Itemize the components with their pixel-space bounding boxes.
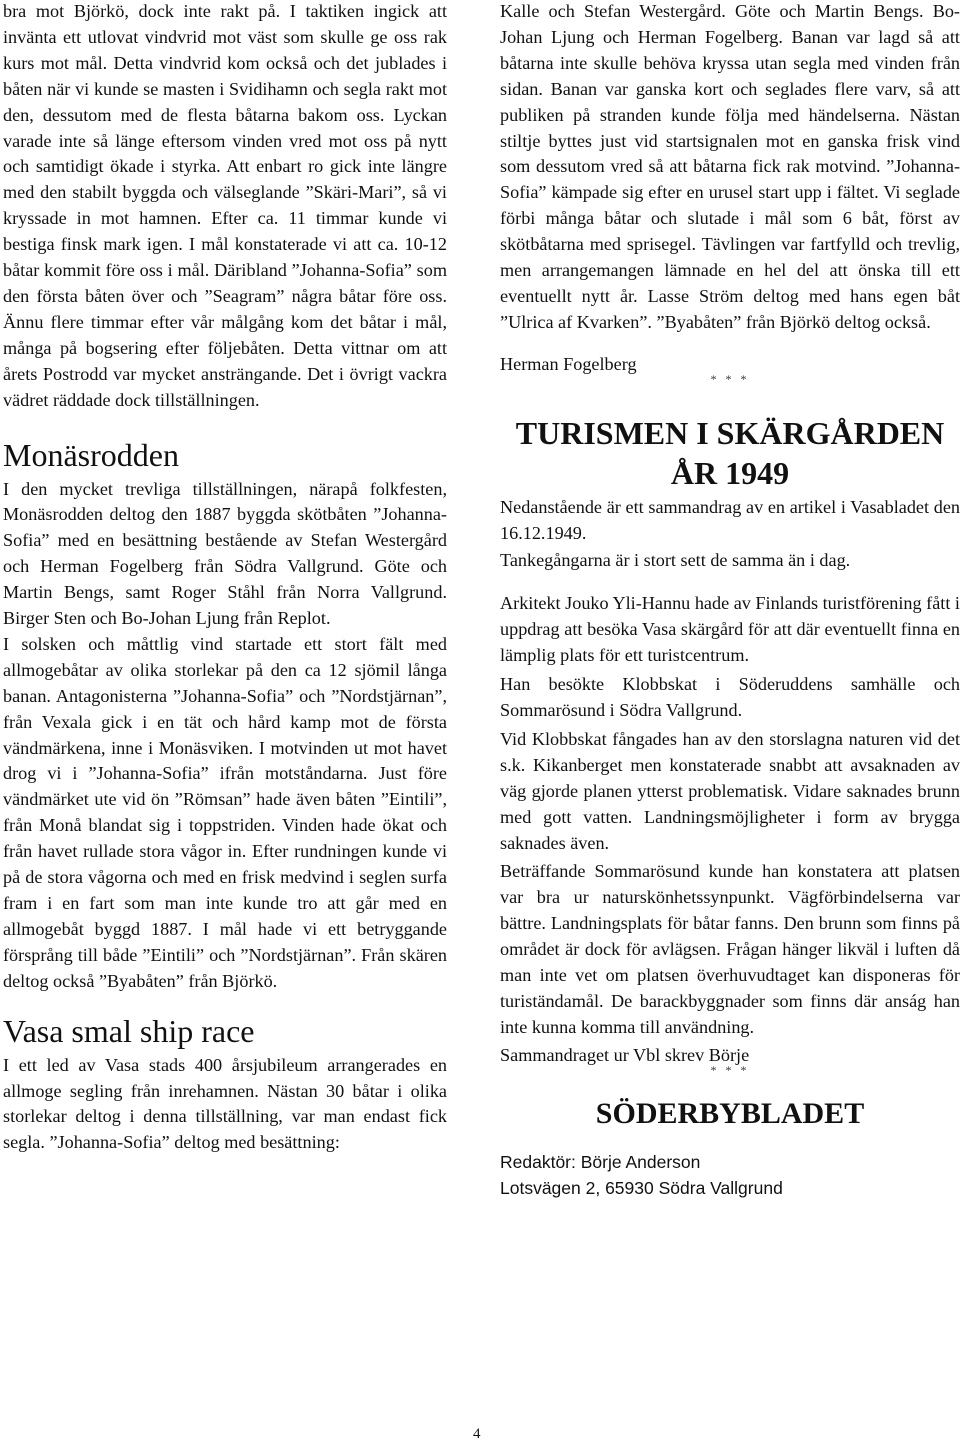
turismen-paragraph-2: Han besökte Klobbskat i Söderuddens samhälle och Sommarösund i Södra Vallgrund. <box>500 674 960 721</box>
editor-line: Redaktör: Börje Anderson <box>500 1151 701 1172</box>
vasa-heading: Vasa smal ship race <box>3 1012 255 1049</box>
separator-stars-2: * * * <box>710 1062 750 1077</box>
page-number: 4 <box>473 1426 481 1442</box>
monasrodden-paragraph-2: I solsken och måttlig vind startade ett stort fält med allmogebåtar av olika storlekar på den ca 12 sjömil långa banan. Antagonisterna ”Johanna-Sofia” och ”Nordstjärnan”, från Vexala gick i en tät och hård kamp mot de första vändmärkena, inne i Monäsviken. I motvinden ut mot havet drog vi i ”Johanna-Sofia” ifrån motståndarna. Just före vändmärket ute vid ön ”Römsan” hade även båten ”Eintili”, från Monå blandat sig i toppstriden. Vinden hade ökat och från havet rullade stora vågor in. Efter rundningen kunde vi på de stora vågorna och med en frisk medvind i seglen surfa fram i en fart som man inte kunde tro att går med en allmogebåt byggd 1887. I mål hade vi ett betryggande försprång till både ”Eintili” och ”Nordstjärnan”. Från skären deltog också ”Byabåten” från Björkö. <box>3 633 447 991</box>
turismen-intro-1: Nedanstående är ett sammandrag av en artikel i Vasabladet den 16.12.1949. <box>500 496 960 543</box>
turismen-intro-2: Tankegångarna är i stort sett de samma än i dag. <box>500 549 851 570</box>
vasa-paragraph-2: Kalle och Stefan Westergård. Göte och Martin Bengs. Bo-Johan Ljung och Herman Fogelberg. Banan var lagd så att båtarna inte skulle behöva kryssa utan segla med vinden från sidan. Banan var ganska kort och seglades flere varv, så att publiken på stranden kunde följa med händelserna. Nästan stiltje byttes just vid startsignalen mot en ganska frisk vind som dessutom vred så att båtarna fick rak motvind. ”Johanna-Sofia” kämpade sig efter en urusel start upp i fältet. Vi seglade förbi många båtar och slutade i mål som 6 båt, först av skötbåtarna med sprisegel. Tävlingen var fartfylld och trevlig, men arrangemangen lämnade en hel del att önska till ett eventuellt nytt år. Lasse Ström deltog med hans egen båt ”Ulrica af Kvarken”. ”Byabåten” från Björkö deltog också. <box>500 1 960 332</box>
turismen-paragraph-3: Vid Klobbskat fångades han av den storslagna naturen vid det s.k. Kikanberget men konstaterade snabbt att avsaknaden av väg gjorde planen ytterst problematisk. Vidare saknades brunn med gott vatten. Landningsmöjligheter i form av brygga saknades även. <box>500 728 960 853</box>
vasa-paragraph-1: I ett led av Vasa stads 400 årsjubileum arrangerades en allmoge segling från inrehamnen. Nästan 30 båtar i olika storlekar deltog i denna tillställning, var man endast fick segla. ”Johanna-Sofia” deltog med besättning: <box>3 1054 447 1153</box>
monasrodden-heading: Monäsrodden <box>3 436 179 473</box>
left-column <box>3 0 447 1156</box>
right-column <box>500 0 960 1202</box>
intro-paragraph: bra mot Björkö, dock inte rakt på. I taktiken ingick att invänta ett utlovat vindvrid mot väst som skulle ge oss rak kurs mot mål. Detta vindvrid kom också och det jublades i båten när vi kunde se masten i Svidihamn och segla rakt mot den, dessutom med de flesta båtarna bakom oss. Lyckan varade inte så länge eftersom vinden vred mot oss på nytt och samtidigt ökade i styrka. Att enbart ro gick inte längre med den stabilt byggda och välseglande ”Skäri-Mari”, så vi kryssade in mot hamnen. Efter ca. 11 timmar kunde vi bestiga finsk mark igen. I mål konstaterade vi att ca. 10-12 båtar kommit före oss i mål. Däribland ”Johanna-Sofia” som den första båten över och ”Seagram” några båtar före oss. Ännu flere timmar efter vår målgång kom det båtar i mål, många på bogsering efter följebåten. Detta vittnar om att årets Postrodd var mycket ansträngande. Det i övrigt vackra vädret räddade dock tillställningen. <box>3 1 447 410</box>
turismen-paragraph-4: Beträffande Sommarösund kunde han konstatera att platsen var bra ur naturskönhetssynpunkt. Vägförbindelserna var bättre. Landningsplats för båtar fanns. Den brunn som finns på området är dock för avlägsen. Frågan hänger likväl i luften då man inte vet om platsen överhuvudtaget kan disponeras för turiständamål. De barackbyggnader som finns där anság han inte kunna komma till användning. <box>500 861 960 1037</box>
turismen-heading: TURISMEN I SKÄRGÅRDEN ÅR 1949 <box>515 414 945 491</box>
address-line: Lotsvägen 2, 65930 Södra Vallgrund <box>500 1177 783 1198</box>
summary-credit: Sammandraget ur Vbl skrev Börje <box>500 1044 750 1065</box>
author-herman: Herman Fogelberg <box>500 353 637 374</box>
separator-stars-1: * * * <box>710 371 750 386</box>
paper-title: SÖDERBYBLADET <box>595 1096 865 1130</box>
monasrodden-paragraph-1: I den mycket trevliga tillställningen, närapå folkfesten, Monäsrodden deltog den 1887 byggda skötbåten ”Johanna-Sofia” med en besättning bestående av Stefan Westergård och Herman Fogelberg från Södra Vallgrund. Göte och Martin Bengs, samt Roger Ståhl från Norra Vallgrund. Birger Sten och Bo-Johan Ljung från Replot. <box>3 478 447 629</box>
turismen-paragraph-1: Arkitekt Jouko Yli-Hannu hade av Finlands turistförening fått i uppdrag att besöka Vasa skärgård för att där eventuellt finna en lämplig plats för ett turistcentrum. <box>500 593 960 666</box>
